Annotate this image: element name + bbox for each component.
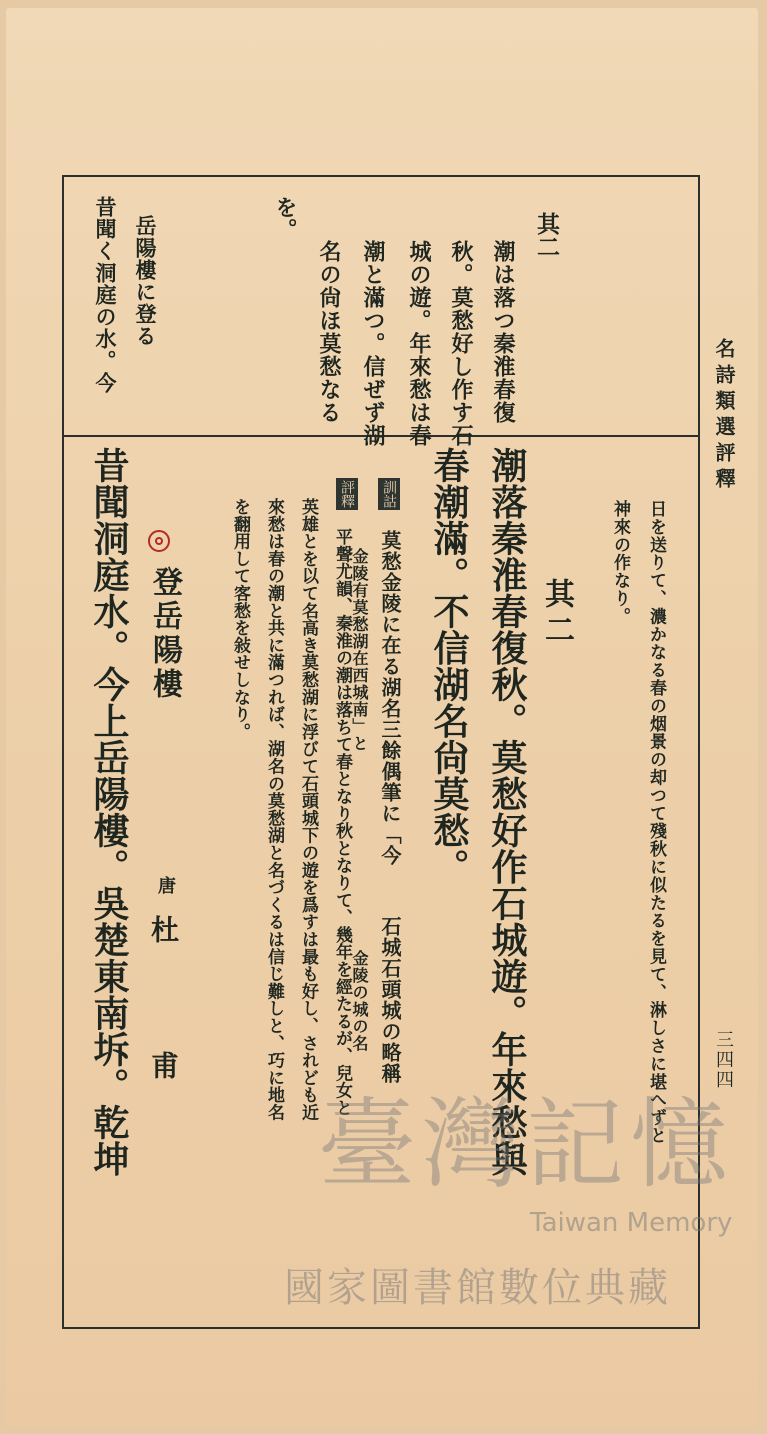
watermark-title: 臺灣記憶	[318, 1088, 735, 1202]
top-box-col-5: 名の尙ほ莫愁なる	[316, 240, 342, 424]
page-number: 三四四	[713, 1030, 734, 1090]
prev-note-1: 日を送りて、濃かなる春の烟景の却つて殘秋に似たるを見て、淋しさに堪へずと	[646, 500, 666, 1145]
top-box-col-1: 潮は落つ秦淮春復	[490, 240, 516, 424]
watermark-library: 國家圖書館數位典藏	[284, 1265, 671, 1311]
next-poem-dynasty: 唐	[155, 876, 176, 894]
top-box-left-edge	[62, 175, 64, 437]
top-box-next-text: 昔聞く洞庭の水。今	[93, 196, 118, 394]
next-poem-poet: 杜 甫	[147, 915, 180, 1119]
watermark-english: Taiwan Memory	[530, 1208, 733, 1238]
next-poem-line-1: 昔聞洞庭水。今上岳陽樓。吳楚東南坼。乾坤	[88, 447, 130, 1177]
glossary-col-2b: 金陵の城の名	[350, 950, 369, 1052]
circle-mark-icon	[148, 530, 170, 552]
book-title: 名詩類選評釋	[712, 338, 736, 494]
commentary-label: 評釋	[336, 478, 358, 510]
poem-line-1: 潮落秦淮春復秋。莫愁好作石城遊。年來愁與	[486, 447, 528, 1177]
top-box-col-4: 潮と滿つ。信ぜず湖	[360, 240, 386, 447]
next-poem-title: 登岳陽樓	[147, 566, 182, 702]
top-box-next-heading: 岳陽樓に登る	[133, 215, 158, 347]
glossary-col-2: 金陵有莫愁湖在西城南」と	[350, 548, 369, 752]
top-box-heading: 其二	[533, 212, 560, 258]
poem-line-2: 春潮滿。不信湖名尙莫愁。	[428, 447, 470, 885]
commentary-col-2: 英雄とを以て名高き莫愁湖に浮びて石頭城下の遊を爲すは最も好し、されども近	[298, 498, 318, 1121]
glossary-label: 訓詁	[378, 478, 400, 510]
poem-heading: 其二	[539, 578, 574, 650]
commentary-col-1: 平聲尤韻、秦淮の潮は落ちて春となり秋となりて、幾年を經たるが、兒女と	[332, 528, 352, 1117]
commentary-col-3: 來愁は春の潮と共に滿つれば、湖名の莫愁湖と名づくるは信じ難しと、巧に地名	[264, 498, 284, 1121]
commentary-col-4: を翻用して客愁を敍せしなり。	[230, 498, 250, 741]
glossary-col-1: 莫愁金陵に在る湖名三餘偶筆に「今	[378, 530, 402, 866]
glossary-col-1b: 石城石頭城の略稱	[378, 916, 402, 1084]
glossary-label-box	[378, 478, 400, 514]
top-box-col-6: を。	[272, 196, 298, 240]
prev-note-2: 神來の作なり。	[610, 500, 630, 626]
top-box-col-2: 秋。莫愁好し作す石	[448, 240, 474, 447]
top-box-col-3: 城の遊。年來愁は春	[406, 240, 432, 447]
commentary-label-box	[336, 478, 358, 514]
